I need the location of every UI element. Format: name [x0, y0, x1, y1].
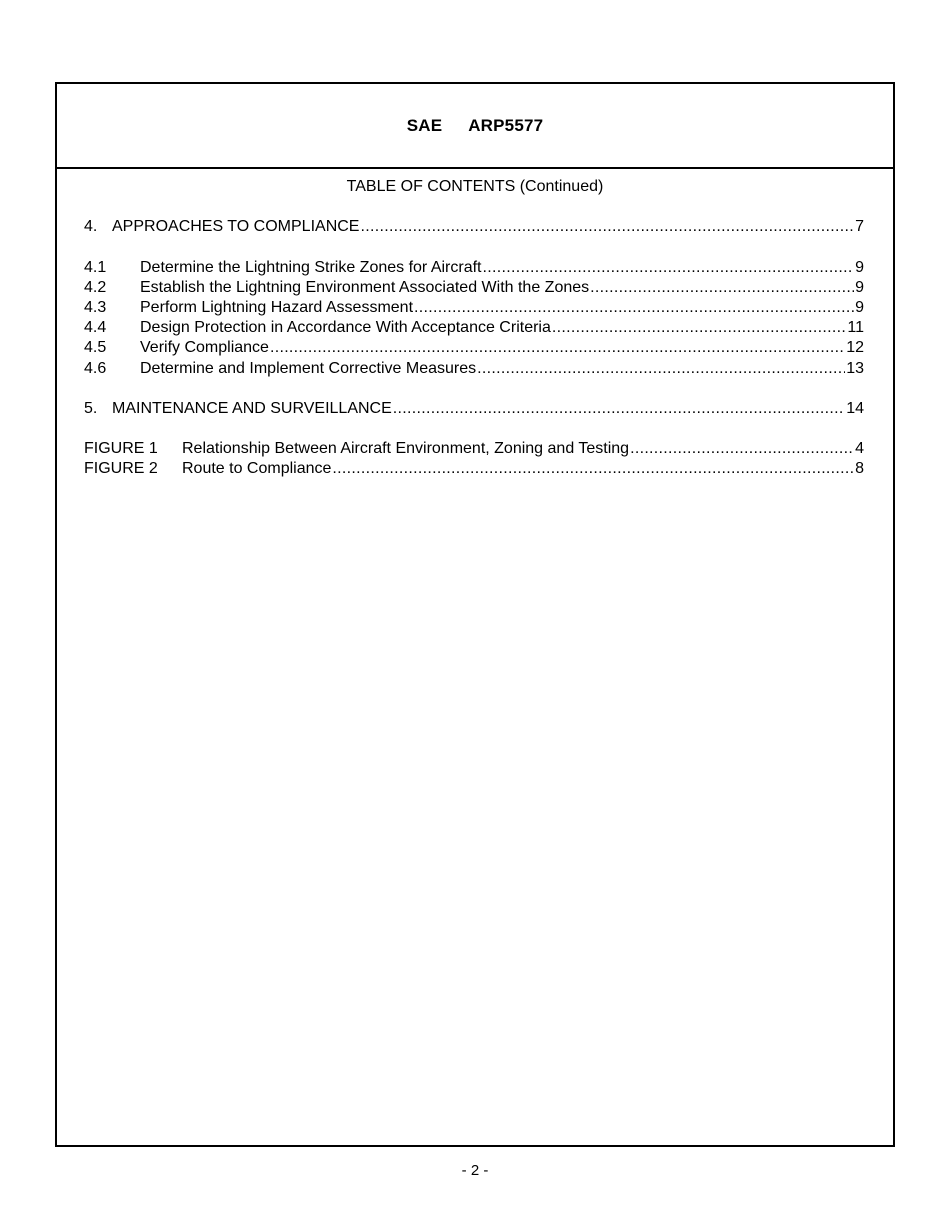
- toc-entry-page: 13: [846, 360, 864, 377]
- toc-entry[interactable]: [84, 360, 864, 380]
- toc-entry-page: 4: [855, 440, 864, 457]
- toc-entry-page: 9: [855, 279, 864, 296]
- toc-entry-number: 4.3: [84, 299, 107, 316]
- toc-entry-page: 9: [855, 299, 864, 316]
- toc-entry[interactable]: [84, 279, 864, 299]
- toc-entry-number: FIGURE 1: [84, 440, 158, 457]
- dot-leader: [393, 400, 845, 418]
- toc-entry-number: 4.4: [84, 319, 107, 336]
- toc-entry-number: 4.5: [84, 339, 107, 356]
- dot-leader: [483, 259, 855, 277]
- toc-entry-page: 14: [846, 400, 864, 417]
- toc-entry[interactable]: [84, 218, 864, 238]
- toc-entry-title: MAINTENANCE AND SURVEILLANCE: [112, 400, 392, 417]
- document-id: [407, 116, 544, 136]
- toc-entry-title: Perform Lightning Hazard Assessment: [140, 299, 414, 316]
- toc-entry-title: Determine and Implement Corrective Measures: [140, 360, 477, 377]
- toc-entry-page: 12: [846, 339, 864, 356]
- toc-entry-number: FIGURE 2: [84, 460, 158, 477]
- document-header: [57, 84, 893, 169]
- document-number: ARP5577: [468, 115, 544, 135]
- page-frame: [55, 82, 895, 1147]
- toc-title: TABLE OF CONTENTS (Continued): [346, 178, 604, 195]
- dot-leader: [360, 218, 854, 236]
- dot-leader: [477, 360, 845, 378]
- dot-leader: [332, 460, 854, 478]
- toc-entry-number: 4.2: [84, 279, 107, 296]
- toc-entry-title: Establish the Lightning Environment Associated With the Zones: [140, 279, 590, 296]
- toc-entry-page: 9: [855, 259, 864, 276]
- toc-entry-number: 5.: [84, 400, 98, 417]
- toc-entry[interactable]: [84, 400, 864, 420]
- toc-entry-title: Route to Compliance: [182, 460, 332, 477]
- toc-entry-page: 7: [855, 218, 864, 235]
- toc-entry[interactable]: [84, 259, 864, 279]
- dot-leader: [552, 319, 847, 337]
- toc-entry-page: 11: [847, 319, 864, 336]
- toc-entry[interactable]: [84, 319, 864, 339]
- toc-entry-title: APPROACHES TO COMPLIANCE: [112, 218, 360, 235]
- toc-entry-page: 8: [855, 460, 864, 477]
- toc-entry[interactable]: [84, 299, 864, 319]
- page-number: - 2 -: [461, 1162, 489, 1179]
- toc-entry[interactable]: [84, 440, 864, 460]
- toc-entry-title: Relationship Between Aircraft Environment, Zoning and Testing: [182, 440, 630, 457]
- toc-entry-number: 4.1: [84, 259, 107, 276]
- organization-name: SAE: [406, 115, 443, 135]
- toc-entry-number: 4.: [84, 218, 98, 235]
- toc-entry-title: Determine the Lightning Strike Zones for Aircraft: [140, 259, 482, 276]
- dot-leader: [590, 279, 854, 297]
- toc-entry-title: Design Protection in Accordance With Acceptance Criteria: [140, 319, 551, 336]
- dot-leader: [414, 299, 854, 317]
- toc-entry[interactable]: [84, 460, 864, 480]
- toc-entry-number: 4.6: [84, 360, 107, 377]
- dot-leader: [630, 440, 854, 458]
- toc-entry[interactable]: [84, 339, 864, 359]
- dot-leader: [270, 339, 845, 357]
- toc-entry-title: Verify Compliance: [140, 339, 269, 356]
